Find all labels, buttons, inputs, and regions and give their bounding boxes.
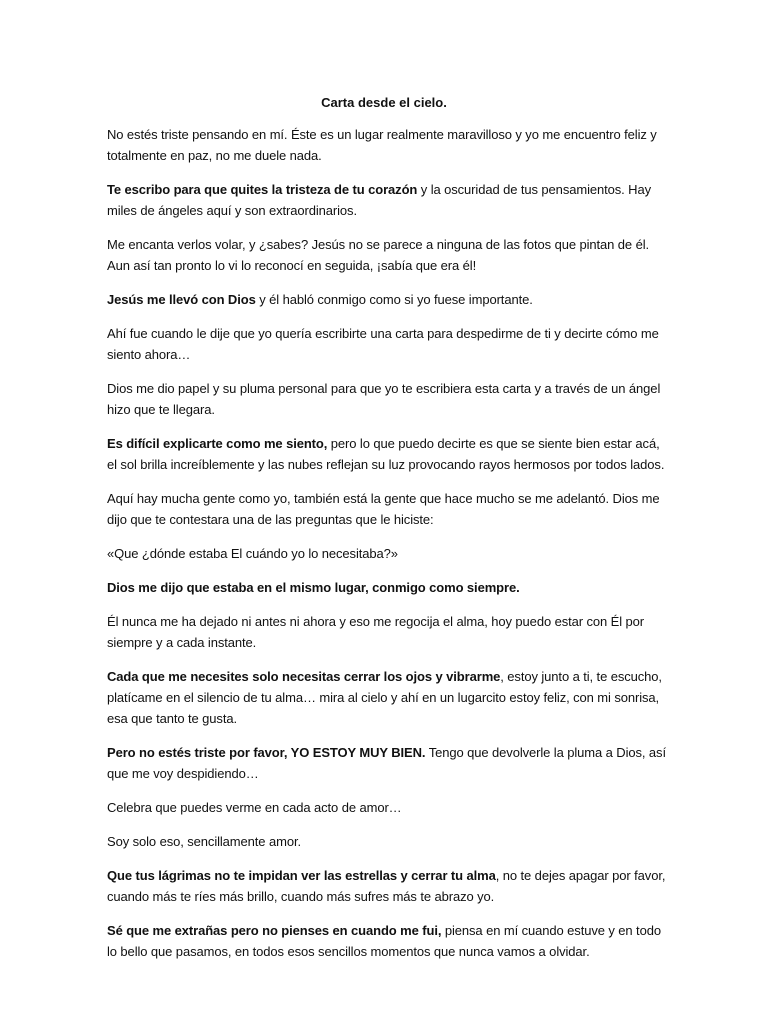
paragraph-text: No estés triste pensando en mí. Éste es un lugar realmente maravilloso y yo me encuentro feliz y totalmente en paz, no me duele nada. — [107, 127, 657, 163]
paragraph — [107, 742, 667, 784]
paragraph — [107, 289, 667, 310]
paragraph — [107, 488, 667, 530]
paragraph — [107, 611, 667, 653]
paragraph-text: Me encanta verlos volar, y ¿sabes? Jesús no se parece a ninguna de las fotos que pintan de él. Aun así tan pronto lo vi lo reconocí en seguida, ¡sabía que era él! — [107, 237, 650, 273]
paragraph — [107, 920, 667, 962]
document-body — [107, 124, 667, 975]
paragraph-text: Celebra que puedes verme en cada acto de amor… — [107, 800, 402, 815]
paragraph — [107, 543, 667, 564]
paragraph-bold: Que tus lágrimas no te impidan ver las estrellas y cerrar tu alma — [107, 868, 496, 883]
paragraph — [107, 797, 667, 818]
paragraph-bold: Cada que me necesites solo necesitas cerrar los ojos y vibrarme — [107, 669, 501, 684]
paragraph-text: Aquí hay mucha gente como yo, también está la gente que hace mucho se me adelantó. Dios me dijo que te contestara una de las preguntas que le hiciste: — [107, 491, 660, 527]
paragraph-text: , no te dejes apagar por favor, cuando más te ríes más brillo, cuando más sufres más te abrazo yo. — [107, 868, 666, 904]
paragraph — [107, 865, 667, 907]
paragraph-bold: Te escribo para que quites la tristeza de tu corazón — [107, 182, 418, 197]
paragraph-bold: Es difícil explicarte como me siento, — [107, 436, 328, 451]
paragraph-bold: Pero no estés triste por favor, YO ESTOY MUY BIEN. — [107, 745, 426, 760]
paragraph-text: Soy solo eso, sencillamente amor. — [107, 834, 301, 849]
paragraph-text: pero lo que puedo decirte es que se siente bien estar acá, el sol brilla increíblemente y las nubes reflejan su luz provocando rayos hermosos por todos lados. — [107, 436, 665, 472]
paragraph — [107, 234, 667, 276]
paragraph — [107, 666, 667, 729]
paragraph-text: Tengo que devolverle la pluma a Dios, así que me voy despidiendo… — [107, 745, 666, 781]
paragraph-bold: Dios me dijo que estaba en el mismo lugar, conmigo como siempre. — [107, 580, 520, 595]
paragraph-text: Ahí fue cuando le dije que yo quería escribirte una carta para despedirme de ti y decirte cómo me siento ahora… — [107, 326, 659, 362]
paragraph — [107, 323, 667, 365]
paragraph-text: «Que ¿dónde estaba El cuándo yo lo necesitaba?» — [107, 546, 398, 561]
paragraph — [107, 179, 667, 221]
document-title: Carta desde el cielo. — [321, 95, 447, 110]
paragraph-text: piensa en mí cuando estuve y en todo lo bello que pasamos, en todos esos sencillos momentos que nunca vamos a olvidar. — [107, 923, 661, 959]
paragraph — [107, 577, 667, 598]
paragraph-bold: Sé que me extrañas pero no pienses en cuando me fui, — [107, 923, 442, 938]
paragraph — [107, 831, 667, 852]
paragraph-text: Él nunca me ha dejado ni antes ni ahora y eso me regocija el alma, hoy puedo estar con Él por siempre y a cada instante. — [107, 614, 645, 650]
paragraph-text: Dios me dio papel y su pluma personal para que yo te escribiera esta carta y a través de un ángel hizo que te llegara. — [107, 381, 661, 417]
paragraph-text: y él habló conmigo como si yo fuese importante. — [255, 292, 533, 307]
paragraph — [107, 378, 667, 420]
paragraph — [107, 124, 667, 166]
paragraph-bold: Jesús me llevó con Dios — [107, 292, 256, 307]
paragraph — [107, 433, 667, 475]
paragraph-text: , estoy junto a ti, te escucho, platícame en el silencio de tu alma… mira al cielo y ahí en un lugarcito estoy feliz, con mi sonrisa, esa que tanto te gusta. — [107, 669, 662, 726]
paragraph-text: y la oscuridad de tus pensamientos. Hay miles de ángeles aquí y son extraordinarios. — [107, 182, 652, 218]
